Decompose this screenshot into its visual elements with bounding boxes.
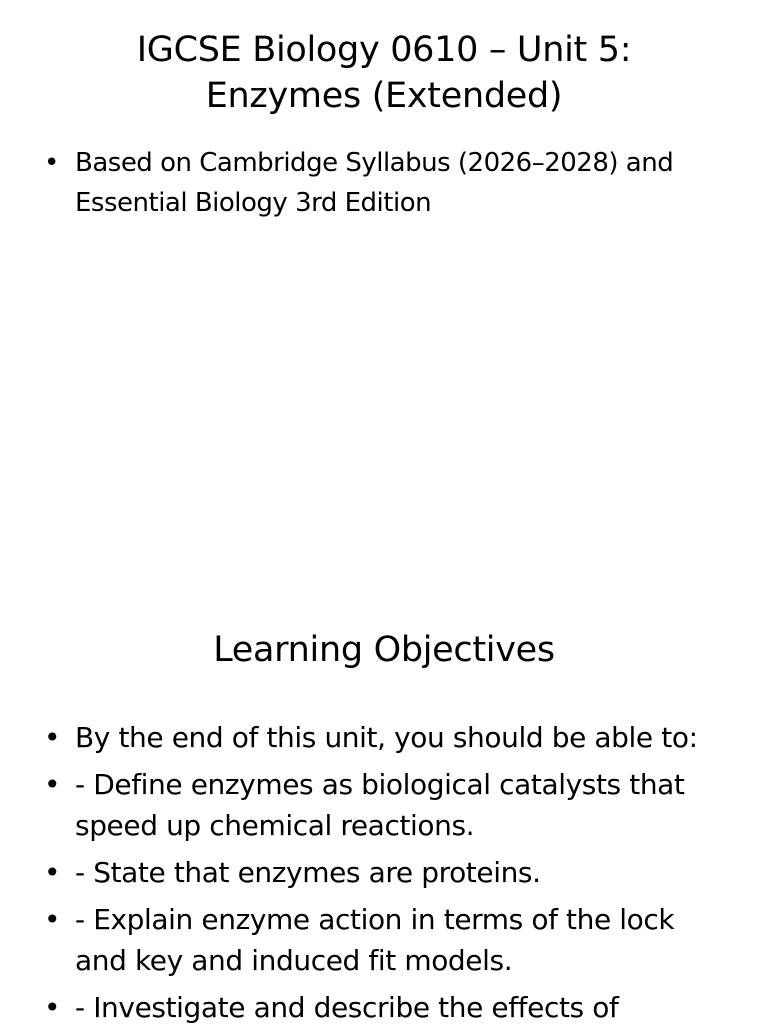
bullet-icon: •: [44, 148, 59, 178]
slide-title: Learning Objectives: [213, 630, 555, 670]
bullet-icon: •: [44, 856, 61, 889]
title-line-2: Enzymes (Extended): [205, 76, 563, 116]
bullet-icon: •: [44, 903, 61, 936]
bullet-item: [44, 987, 734, 1024]
bullet-item: [44, 899, 734, 981]
title-line-1: IGCSE Biology 0610 – Unit 5:: [136, 30, 632, 70]
bullet-text: - State that enzymes are proteins.: [75, 856, 541, 889]
slide-title: [0, 27, 768, 119]
bullet-text: By the end of this unit, you should be able to:: [75, 721, 698, 754]
bullet-item: [44, 717, 734, 758]
bullet-text: - Define enzymes as biological catalysts that speed up chemical reactions.: [75, 768, 685, 842]
bullet-icon: •: [44, 768, 61, 801]
bullet-icon: •: [44, 721, 61, 754]
bullet-text: - Investigate and describe the effects of: [75, 991, 619, 1024]
bullet-item: [44, 852, 734, 893]
bullet-item: [44, 143, 734, 223]
bullet-icon: •: [44, 991, 61, 1024]
bullet-text: Based on Cambridge Syllabus (2026–2028) and Essential Biology 3rd Edition: [75, 148, 674, 218]
objectives-list: [44, 717, 734, 1024]
bullet-list: [44, 143, 734, 229]
bullet-text: - Explain enzyme action in terms of the lock and key and induced fit models.: [75, 903, 675, 977]
bullet-item: [44, 764, 734, 846]
